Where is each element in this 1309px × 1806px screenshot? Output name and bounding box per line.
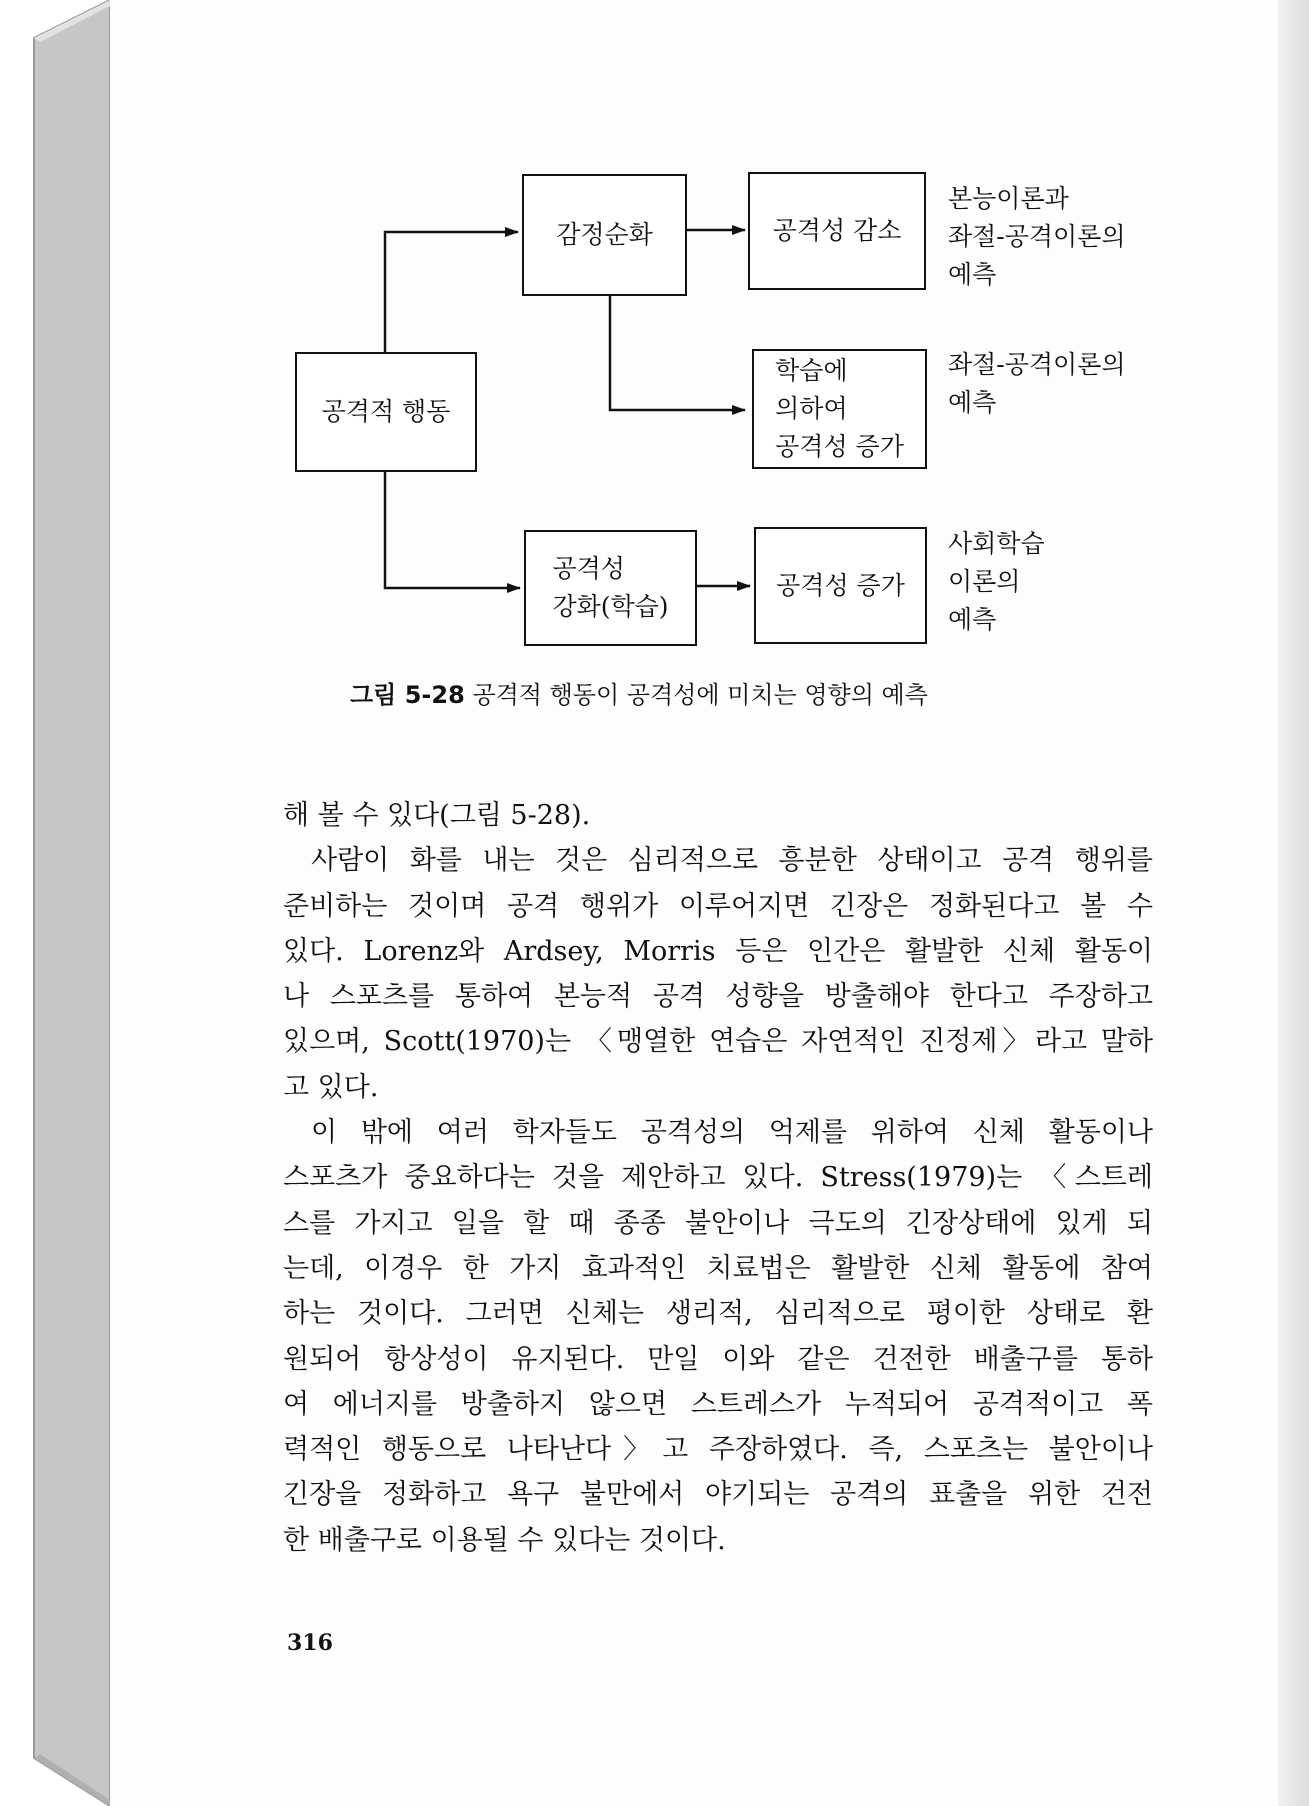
box-label: 학습에 의하여 공격성 증가 bbox=[775, 356, 904, 461]
note-frustration: 좌절-공격이론의 예측 bbox=[948, 350, 1126, 417]
note-social-learning: 사회학습 이론의 예측 bbox=[948, 529, 1045, 634]
figure-caption bbox=[350, 675, 1050, 710]
text-line: 긴장을 정화하고 욕구 불만에서 야기되는 공격의 표출을 위한 건전 bbox=[283, 1479, 1153, 1511]
text-line: 사람이 화를 내는 것은 심리적으로 흥분한 상태이고 공격 행위를 bbox=[311, 845, 1153, 877]
box-label: 공격성 강화(학습) bbox=[552, 554, 669, 621]
text-line: 는데, 이경우 한 가지 효과적인 치료법은 활발한 신체 활동에 참여 bbox=[283, 1252, 1153, 1284]
text-line: 있으며, Scott(1970)는 〈맹열한 연습은 자연적인 진정제〉라고 말하 bbox=[283, 1026, 1153, 1058]
text-line: 하는 것이다. 그러면 신체는 생리적, 심리적으로 평이한 상태로 환 bbox=[283, 1298, 1153, 1330]
text-line: 나 스포츠를 통하여 본능적 공격 성향을 방출해야 한다고 주장하고 bbox=[283, 981, 1153, 1013]
body-text bbox=[283, 793, 1153, 1563]
arrow-to-reinforcement bbox=[385, 472, 520, 588]
text-line: 이 밖에 여러 학자들도 공격성의 억제를 위하여 신체 활동이나 bbox=[311, 1117, 1153, 1149]
text-line: 있다. Lorenz와 Ardsey, Morris 등은 인간은 활발한 신체 활동이 bbox=[283, 935, 1153, 967]
box-aggression-reinforcement bbox=[524, 530, 697, 646]
text-line: 스를 가지고 일을 할 때 종종 불안이나 극도의 긴장상태에 있게 되 bbox=[283, 1207, 1153, 1239]
caption-text: 공격적 행동이 공격성에 미치는 영향의 예측 bbox=[472, 681, 928, 709]
text-line: 고 있다. bbox=[283, 1071, 379, 1103]
text-line: 력적인 행동으로 나타난다〉고 주장하였다. 즉, 스포츠는 불안이나 bbox=[283, 1434, 1153, 1466]
box-catharsis bbox=[522, 174, 687, 296]
box-label: 공격성 감소 bbox=[772, 216, 902, 245]
box-learning-increase bbox=[752, 349, 927, 469]
text-line: 해 볼 수 있다(그림 5-28). bbox=[283, 800, 591, 831]
text-line: 여 에너지를 방출하지 않으면 스트레스가 누적되어 공격적이고 폭 bbox=[283, 1388, 1153, 1420]
box-aggressive-behavior bbox=[295, 352, 477, 472]
note-instinct-frustration: 본능이론과 좌절-공격이론의 예측 bbox=[948, 184, 1126, 289]
box-label: 감정순화 bbox=[556, 220, 653, 249]
box-aggression-decrease bbox=[748, 172, 926, 290]
text-line: 한 배출구로 이용될 수 있다는 것이다. bbox=[283, 1524, 726, 1556]
box-aggression-increase bbox=[754, 527, 927, 644]
text-line: 준비하는 것이며 공격 행위가 이루어지면 긴장은 정화된다고 볼 수 bbox=[283, 890, 1153, 922]
text-line: 원되어 항상성이 유지된다. 만일 이와 같은 건전한 배출구를 통하 bbox=[283, 1343, 1153, 1375]
caption-number: 그림 5-28 bbox=[350, 681, 465, 709]
arrow-to-catharsis bbox=[385, 232, 518, 352]
page-number: 316 bbox=[287, 1630, 333, 1656]
box-label: 공격적 행동 bbox=[321, 397, 451, 426]
text-line: 스포츠가 중요하다는 것을 제안하고 있다. Stress(1979)는 〈스트레 bbox=[283, 1162, 1153, 1194]
box-label: 공격성 증가 bbox=[776, 570, 905, 600]
arrow-to-learning-increase bbox=[610, 296, 745, 410]
flow-diagram bbox=[0, 0, 1309, 720]
